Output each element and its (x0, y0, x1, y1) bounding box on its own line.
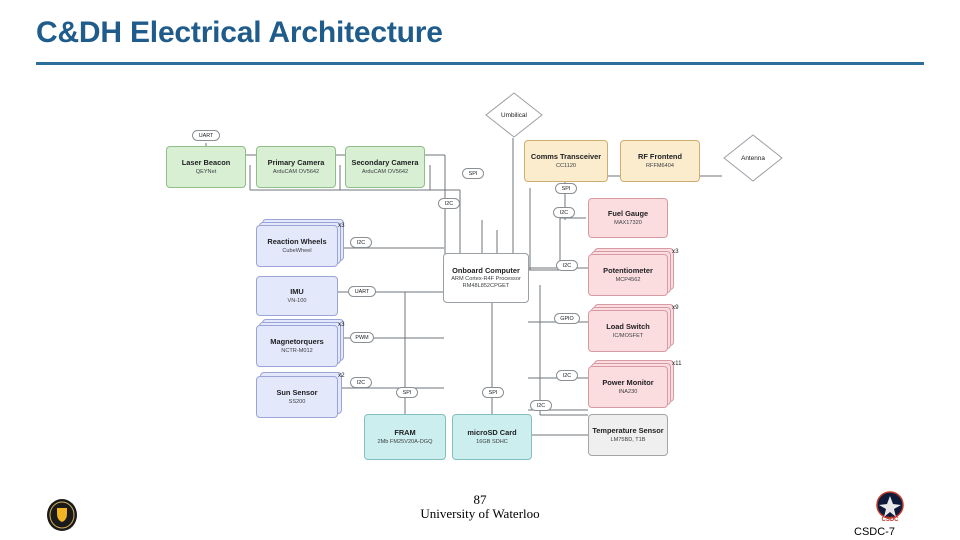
node-sun-sensor[interactable] (256, 376, 338, 418)
node-reaction-wheels[interactable] (256, 225, 338, 267)
node-rf-frontend-sub: RFFM6404 (646, 162, 674, 169)
node-magnetorquers-card[interactable] (256, 325, 338, 367)
tag-uart-imu: UART (348, 286, 376, 297)
node-fuel-gauge[interactable] (588, 198, 668, 238)
node-load-switch-card[interactable] (588, 310, 668, 352)
node-sun-sensor-title: Sun Sensor (276, 388, 318, 398)
node-laser-beacon-title: Laser Beacon (181, 158, 231, 168)
node-magnetorquers[interactable] (256, 325, 338, 367)
node-laser-beacon-sub: QEYNet (195, 168, 217, 175)
node-comms-transceiver[interactable] (524, 140, 608, 182)
tag-i2c-temperature: I2C (530, 400, 552, 411)
tag-spi-fram: SPI (396, 387, 418, 398)
node-temperature-sensor[interactable] (588, 414, 668, 456)
node-antenna-label: Antenna (741, 154, 765, 162)
tag-i2c-sun-sensor: I2C (350, 377, 372, 388)
node-umbilical[interactable] (485, 92, 543, 138)
tag-i2c-reaction-wheels: I2C (350, 237, 372, 248)
node-sun-sensor-card[interactable] (256, 376, 338, 418)
node-power-monitor-title: Power Monitor (602, 378, 654, 388)
node-potentiometer[interactable] (588, 254, 668, 296)
node-sun-sensor-sub: SS200 (288, 398, 306, 405)
node-secondary-camera[interactable] (345, 146, 425, 188)
node-microsd-card-title: microSD Card (467, 428, 517, 438)
node-secondary-camera-title: Secondary Camera (351, 158, 419, 168)
node-onboard-computer-title: Onboard Computer (452, 266, 520, 276)
page-number: 87 (473, 492, 487, 507)
tag-i2c-fuel-gauge: I2C (553, 207, 575, 218)
node-power-monitor[interactable] (588, 366, 668, 408)
node-primary-camera[interactable] (256, 146, 336, 188)
tag-i2c-potentiometer: I2C (556, 260, 578, 271)
university-of-waterloo-crest-icon (38, 498, 86, 532)
footer-code: CSDC-7 (854, 526, 895, 538)
node-secondary-camera-sub: ArduCAM OV5642 (361, 168, 409, 175)
node-potentiometer-sub: MCP4562 (615, 276, 641, 283)
node-reaction-wheels-card[interactable] (256, 225, 338, 267)
svg-text:CSDC: CSDC (881, 517, 899, 523)
mult-sun-sensor: x2 (338, 372, 345, 379)
node-rf-frontend[interactable] (620, 140, 700, 182)
mult-load-switch: x9 (672, 304, 679, 311)
tag-spi-comms: SPI (555, 183, 577, 194)
node-onboard-computer[interactable] (443, 253, 529, 303)
node-imu-sub: VN-100 (287, 297, 307, 304)
node-primary-camera-title: Primary Camera (267, 158, 325, 168)
node-comms-transceiver-title: Comms Transceiver (530, 152, 602, 162)
node-imu-title: IMU (290, 287, 304, 297)
tag-spi-umbilical: SPI (462, 168, 484, 179)
architecture-diagram (0, 70, 960, 480)
node-onboard-computer-sub: ARM Cortex-R4F Processor RM48L852CPGET (451, 276, 521, 289)
node-fuel-gauge-sub: MAX17320 (614, 219, 642, 226)
node-temperature-sensor-title: Temperature Sensor (592, 426, 664, 436)
node-reaction-wheels-sub: CubeWheel (282, 247, 312, 254)
node-fuel-gauge-title: Fuel Gauge (607, 209, 649, 219)
tag-uart-beacon: UART (192, 130, 220, 141)
node-microsd-card[interactable] (452, 414, 532, 460)
tag-pwm-magnetorquers: PWM (350, 332, 374, 343)
mult-power-monitor: x11 (672, 360, 682, 367)
mult-magnetorquers: x3 (338, 321, 345, 328)
page-title: C&DH Electrical Architecture (36, 16, 443, 49)
tag-i2c-cameras: I2C (438, 198, 460, 209)
node-fram[interactable] (364, 414, 446, 460)
node-laser-beacon[interactable] (166, 146, 246, 188)
node-fram-title: FRAM (394, 428, 416, 438)
node-temperature-sensor-sub: LM75BD, T1B (610, 436, 646, 443)
node-rf-frontend-title: RF Frontend (638, 152, 682, 162)
tag-spi-microsd: SPI (482, 387, 504, 398)
node-microsd-card-sub: 16GB SDHC (476, 438, 508, 445)
mult-reaction-wheels: x3 (338, 222, 345, 229)
node-load-switch[interactable] (588, 310, 668, 352)
node-load-switch-title: Load Switch (606, 322, 650, 332)
tag-i2c-power-monitor: I2C (556, 370, 578, 381)
node-reaction-wheels-title: Reaction Wheels (267, 237, 327, 247)
node-imu[interactable] (256, 276, 338, 316)
node-magnetorquers-title: Magnetorquers (270, 337, 324, 347)
node-power-monitor-sub: INA230 (618, 388, 638, 395)
node-power-monitor-card[interactable] (588, 366, 668, 408)
node-fram-sub: 2Mb FM25V20A-DGQ (377, 438, 433, 445)
node-magnetorquers-sub: NCTR-M012 (281, 347, 313, 354)
node-potentiometer-title: Potentiometer (603, 266, 653, 276)
csdc-logo-icon (866, 490, 914, 524)
node-load-switch-sub: IC/MOSFET (612, 332, 644, 339)
node-potentiometer-card[interactable] (588, 254, 668, 296)
node-antenna[interactable] (723, 134, 783, 182)
node-comms-transceiver-sub: CC1120 (555, 162, 577, 169)
node-umbilical-label: Umbilical (501, 111, 527, 119)
mult-potentiometer: x3 (672, 248, 679, 255)
footer-organization: University of Waterloo (420, 506, 540, 521)
tag-gpio-load-switch: GPIO (554, 313, 580, 324)
node-primary-camera-sub: ArduCAM OV5642 (272, 168, 320, 175)
title-divider (36, 62, 924, 65)
